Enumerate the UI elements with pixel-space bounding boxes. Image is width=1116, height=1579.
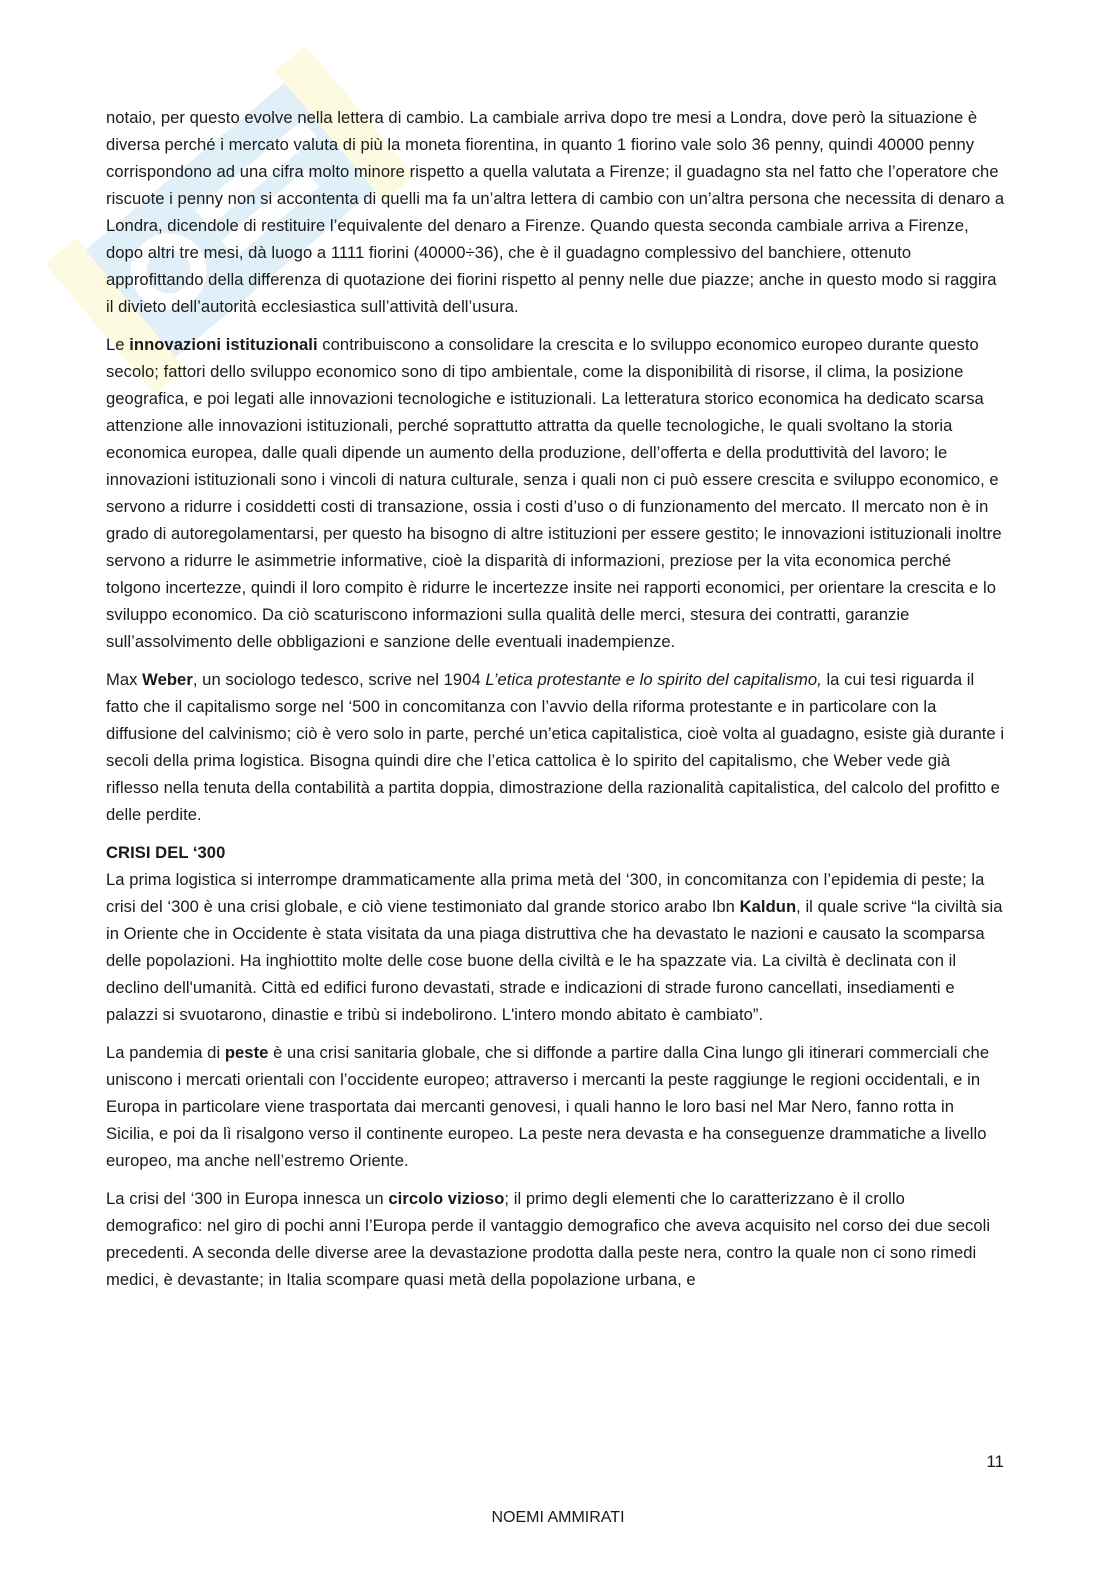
page-number: 11 [986,1452,1004,1471]
paragraph-text: , un sociologo tedesco, scrive nel 1904 [192,670,486,689]
paragraph-weber [106,666,1006,828]
bold-term: innovazioni istituzionali [129,335,318,354]
paragraph-text: Le [106,335,130,354]
paragraph-circolo [106,1185,1006,1293]
paragraph-text: , il quale scrive “la civiltà sia in Oriente che in Occidente è stata visitata da una piaga distruttiva che ha devastato le nazioni e causato la scomparsa delle popolazioni. Ha inghiottito molte delle cose buone della civiltà e le ha spazzate via. La civiltà è declinata con il declino dell'umanità. Città ed edifici furono devastati, strade e indicazioni di strade furono cancellati, insediamenti e palazzi si svuotarono, dinastie e tribù si indebolirono. L'intero mondo abitato è cambiato”. [106,897,1003,1024]
bold-term: Kaldun [739,897,797,916]
page-body [106,104,1006,1304]
paragraph-text: ; il primo degli elementi che lo caratterizzano è il crollo demografico: nel giro di pochi anni l’Europa perde il vantaggio demografico che aveva acquisito nel corso dei due secoli precedenti. A seconda delle diverse aree la devastazione prodotta dalla peste nera, contro la quale non ci sono rimedi medici, è devastante; in Italia scompare quasi metà della popolazione urbana, e [106,1189,991,1289]
book-title: L’etica protestante e lo spirito del capitalismo, [485,670,822,689]
paragraph-text: La crisi del ‘300 in Europa innesca un [106,1189,389,1208]
bold-term: Weber [142,670,193,689]
bold-term: peste [224,1043,269,1062]
paragraph-text: Max [106,670,143,689]
paragraph-text: contribuiscono a consolidare la crescita e lo sviluppo economico europeo durante questo secolo; fattori dello sviluppo economico sono di tipo ambientale, come la disponibilità di risorse, il clima, la posizione geografica, e poi legati alle innovazioni tecnologiche e istituzionali. La letteratura storico economica ha dedicato scarsa attenzione alle innovazioni istituzionali, perché soprattutto attratta da quelle tecnologiche, le quali svoltano la storia economica europea, dalle quali dipende un aumento della produzione, dell’offerta e della produttività del lavoro; le innovazioni istituzionali sono i vincoli di natura culturale, senza i quali non ci può essere crescita e sviluppo economico, e servono a ridurre i cosiddetti costi di transazione, ossia i costi d’uso o di funzionamento del mercato. Il mercato non è in grado di autoregolamentarsi, per questo ha bisogno di altre istituzioni per essere gestito; le innovazioni istituzionali inoltre servono a ridurre le asimmetrie informative, cioè la disparità di informazioni, preziose per la vita economica perché tolgono incertezze, quindi il loro compito è ridurre le incertezze insite nei rapporti economici, per orientare la crescita e lo sviluppo economico. Da ciò scaturiscono informazioni sulla qualità delle merci, stesura dei contratti, garanzie sull’assolvimento delle obbligazioni e sanzione delle eventuali inadempienze. [106,335,1002,651]
paragraph-cambiale [106,104,1006,320]
paragraph-innovazioni [106,331,1006,655]
paragraph-text: La prima logistica si interrompe drammaticamente alla prima metà del ‘300, in concomitanza con l’epidemia di peste; la crisi del ‘300 è una crisi globale, e ciò viene testimoniato dal grande storico arabo Ibn [106,870,985,916]
section-heading: CRISI DEL ‘300 [106,843,226,862]
paragraph-text: notaio, per questo evolve nella lettera di cambio. La cambiale arriva dopo tre mesi a Londra, dove però la situazione è diversa perché i mercato valuta di più la moneta fiorentina, in quanto 1 fiorino vale solo 36 penny, quindi 40000 penny corrispondono ad una cifra molto minore rispetto a quella valutata a Firenze; il guadagno sta nel fatto che l’operatore che riscuote i penny non si accontenta di quelli ma fa un’altra lettera di cambio con un’altra persona che necessita di denaro a Londra, dicendole di restituire l’equivalente del denaro a Firenze. Quando questa seconda cambiale arriva a Firenze, dopo altri tre mesi, dà luogo a 1111 fiorini (40000÷36), che è il guadagno complessivo del banchiere, ottenuto approfittando della differenza di quotazione dei fiorini rispetto al penny nelle due piazze; anche in questo modo si raggira il divieto dell’autorità ecclesiastica sull’attività dell’usura. [106,108,1005,316]
paragraph-text: è una crisi sanitaria globale, che si diffonde a partire dalla Cina lungo gli itinerari commerciali che uniscono i mercati orientali con l’occidente europeo; attraverso i mercanti la peste raggiunge le regioni occidentali, e in Europa in particolare viene trasportata dai mercanti genovesi, i quali hanno le loro basi nel Mar Nero, fanno rotta in Sicilia, e poi da lì risalgono verso il continente europeo. La peste nera devasta e ha conseguenze drammatiche a livello europeo, ma anche nell’estremo Oriente. [106,1043,990,1170]
paragraph-crisi [106,866,1006,1028]
paragraph-text: La pandemia di [106,1043,225,1062]
footer-author: NOEMI AMMIRATI [491,1509,625,1526]
paragraph-text: la cui tesi riguarda il fatto che il capitalismo sorge nel ‘500 in concomitanza con l’avvio della riforma protestante e in particolare con la diffusione del calvinismo; ciò è vero solo in parte, perché un’etica capitalistica, cioè volta al guadagno, esiste già durante i secoli della prima logistica. Bisogna quindi dire che l’etica cattolica è lo spirito del capitalismo, che Weber vede già riflesso nella tenuta della contabilità a partita doppia, dimostrazione della razionalità capitalistica, del calcolo del profitto e delle perdite. [106,670,1005,824]
paragraph-peste [106,1039,1006,1174]
bold-term: circolo vizioso [388,1189,505,1208]
